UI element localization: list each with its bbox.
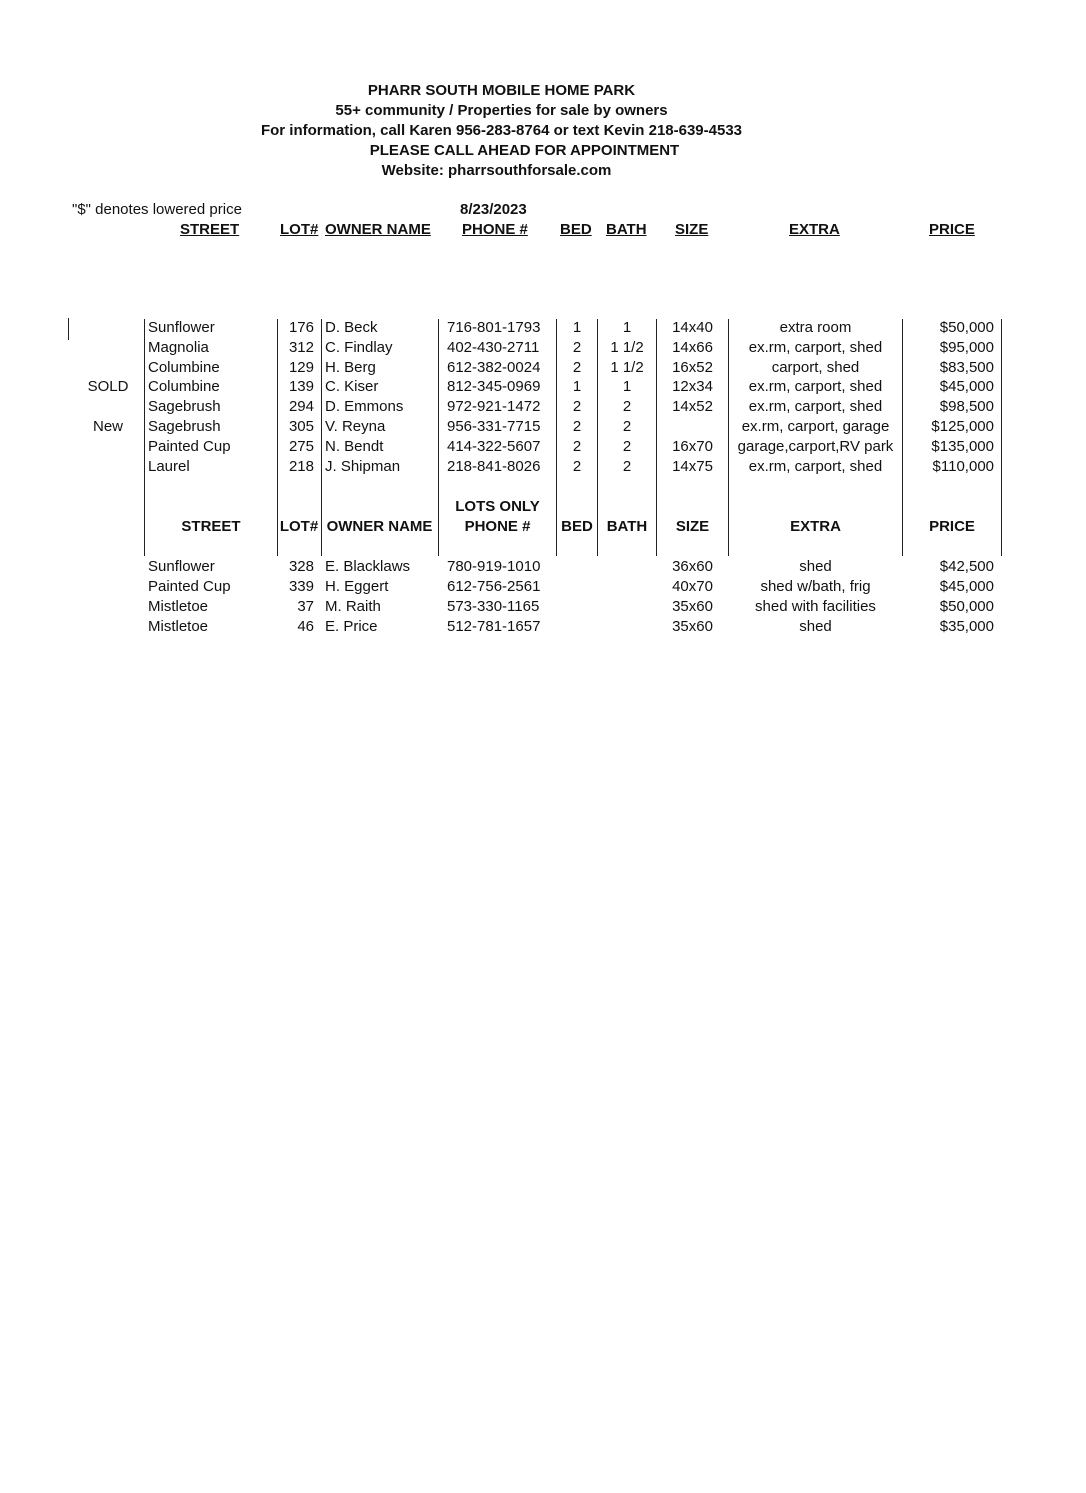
lots-col-owner: OWNER NAME	[326, 518, 433, 535]
size-cell: 40x70	[672, 578, 713, 595]
contact-info: For information, call Karen 956-283-8764 or text Kevin 218-639-4533	[260, 122, 743, 139]
lot-cell: 139	[288, 378, 314, 396]
lots-col-size: SIZE	[675, 518, 710, 535]
phone-cell: 573-330-1165	[447, 598, 540, 615]
lots-col-bath: BATH	[606, 518, 648, 535]
extra-cell: ex.rm, carport, garage	[741, 418, 890, 435]
lot-cell: 46	[297, 618, 314, 635]
phone-cell: 780-919-1010	[447, 558, 541, 575]
phone-cell: 956-331-7715	[447, 418, 541, 435]
extra-cell: shed w/bath, frig	[760, 578, 871, 595]
lots-only-label: LOTS ONLY	[455, 498, 540, 515]
owner-cell: H. Eggert	[325, 578, 389, 595]
price-cell: $42,500	[939, 558, 994, 575]
lots-col-lot: LOT#	[279, 518, 319, 535]
bed-cell: 2	[572, 398, 582, 416]
owner-cell: E. Blacklaws	[325, 558, 411, 575]
bed-cell: 2	[572, 338, 582, 356]
col-size: SIZE	[675, 221, 709, 238]
bath-cell: 2	[622, 398, 632, 416]
price-cell: $50,000	[939, 319, 994, 336]
website-line: Website: pharrsouthforsale.com	[381, 162, 612, 179]
owner-cell: M. Raith	[325, 598, 381, 615]
phone-cell: 414-322-5607	[447, 437, 541, 455]
street-cell: Sagebrush	[148, 398, 221, 416]
size-cell: 36x60	[672, 558, 713, 575]
owner-cell: D. Beck	[325, 319, 378, 336]
extra-cell: shed with facilities	[755, 598, 876, 615]
phone-cell: 812-345-0969	[447, 378, 541, 396]
phone-cell: 716-801-1793	[447, 319, 541, 336]
price-cell: $135,000	[931, 437, 994, 455]
phone-cell: 402-430-2711	[447, 338, 540, 356]
price-cell: $45,000	[939, 578, 994, 595]
lot-cell: 294	[288, 398, 314, 416]
size-cell: 16x52	[672, 358, 713, 376]
lots-col-bed: BED	[561, 518, 593, 535]
street-cell: Mistletoe	[148, 618, 209, 635]
price-cell: $125,000	[931, 418, 994, 435]
owner-cell: E. Price	[325, 618, 378, 635]
lot-cell: 312	[288, 338, 314, 356]
bath-cell: 2	[622, 418, 632, 435]
bed-cell: 2	[572, 358, 582, 376]
price-cell: $110,000	[932, 457, 994, 475]
size-cell: 35x60	[672, 618, 713, 635]
extra-cell: ex.rm, carport, shed	[748, 378, 883, 396]
lot-cell: 305	[288, 418, 314, 435]
owner-cell: N. Bendt	[325, 437, 384, 455]
list-date: 8/23/2023	[460, 201, 527, 218]
size-cell: 14x52	[672, 398, 713, 416]
price-cell: $50,000	[939, 598, 994, 615]
owner-cell: V. Reyna	[325, 418, 386, 435]
bed-cell: 2	[572, 437, 582, 455]
phone-cell: 612-756-2561	[447, 578, 541, 595]
lots-col-street: STREET	[181, 518, 241, 535]
street-cell: Sunflower	[148, 558, 215, 575]
price-cell: $95,000	[939, 338, 994, 356]
street-cell: Laurel	[148, 457, 190, 475]
extra-cell: ex.rm, carport, shed	[748, 338, 883, 356]
street-cell: Columbine	[148, 358, 220, 376]
size-cell: 12x34	[672, 378, 713, 396]
grid-line	[1001, 319, 1002, 556]
lots-col-extra: EXTRA	[790, 518, 841, 535]
extra-cell: carport, shed	[771, 358, 860, 376]
extra-cell: shed	[799, 618, 832, 635]
street-cell: Sunflower	[148, 319, 215, 336]
phone-cell: 218-841-8026	[447, 457, 541, 475]
size-cell: 14x75	[672, 457, 713, 475]
col-owner: OWNER NAME	[325, 221, 431, 238]
street-cell: Mistletoe	[148, 598, 209, 615]
bath-cell: 2	[622, 457, 632, 475]
extra-cell: garage,carport,RV park	[737, 437, 894, 455]
bath-cell: 1 1/2	[610, 338, 644, 356]
size-cell: 16x70	[672, 437, 713, 455]
bath-cell: 1	[622, 378, 632, 396]
bed-cell: 2	[572, 418, 582, 435]
col-bath: BATH	[606, 221, 647, 238]
phone-cell: 512-781-1657	[447, 618, 541, 635]
col-price: PRICE	[929, 221, 975, 238]
doc-title: PHARR SOUTH MOBILE HOME PARK	[367, 82, 636, 99]
col-street: STREET	[180, 221, 240, 238]
status-label: SOLD	[87, 378, 129, 396]
street-cell: Painted Cup	[148, 578, 231, 595]
col-lot: LOT#	[280, 221, 319, 238]
bed-cell: 1	[572, 319, 582, 336]
extra-cell: ex.rm, carport, shed	[748, 457, 883, 475]
bed-cell: 1	[572, 378, 582, 396]
lots-col-price: PRICE	[929, 518, 975, 535]
phone-cell: 972-921-1472	[447, 398, 541, 416]
price-cell: $83,500	[939, 358, 994, 376]
price-cell: $35,000	[939, 618, 994, 635]
extra-cell: ex.rm, carport, shed	[748, 398, 883, 416]
margin-mark	[68, 318, 69, 340]
owner-cell: C. Findlay	[325, 338, 393, 356]
owner-cell: J. Shipman	[325, 457, 401, 475]
bath-cell: 2	[622, 437, 632, 455]
extra-cell: shed	[799, 558, 832, 575]
bed-cell: 2	[572, 457, 582, 475]
col-extra: EXTRA	[789, 221, 840, 238]
price-cell: $45,000	[939, 378, 994, 396]
size-cell: 14x66	[672, 338, 713, 356]
lot-cell: 328	[288, 558, 314, 575]
size-cell: 14x40	[672, 319, 713, 336]
lot-cell: 275	[288, 437, 314, 455]
owner-cell: C. Kiser	[325, 378, 379, 396]
owner-cell: D. Emmons	[325, 398, 404, 416]
size-cell: 35x60	[672, 598, 713, 615]
col-bed: BED	[560, 221, 592, 238]
street-cell: Painted Cup	[148, 437, 231, 455]
lots-col-phone: PHONE #	[464, 518, 531, 535]
lot-cell: 339	[288, 578, 314, 595]
owner-cell: H. Berg	[325, 358, 376, 376]
phone-cell: 612-382-0024	[447, 358, 541, 376]
col-phone: PHONE #	[462, 221, 528, 238]
doc-subtitle: 55+ community / Properties for sale by owners	[335, 102, 668, 119]
street-cell: Columbine	[148, 378, 220, 396]
price-note: "$" denotes lowered price	[72, 201, 242, 218]
appointment-notice: PLEASE CALL AHEAD FOR APPOINTMENT	[369, 142, 680, 159]
bath-cell: 1	[622, 319, 632, 336]
lot-cell: 37	[297, 598, 314, 615]
price-cell: $98,500	[939, 398, 994, 416]
street-cell: Sagebrush	[148, 418, 221, 435]
lot-cell: 129	[288, 358, 314, 376]
status-label: New	[92, 418, 123, 435]
lot-cell: 218	[288, 457, 314, 475]
street-cell: Magnolia	[148, 338, 209, 356]
lot-cell: 176	[288, 319, 314, 336]
bath-cell: 1 1/2	[610, 358, 644, 376]
extra-cell: extra room	[779, 319, 852, 336]
